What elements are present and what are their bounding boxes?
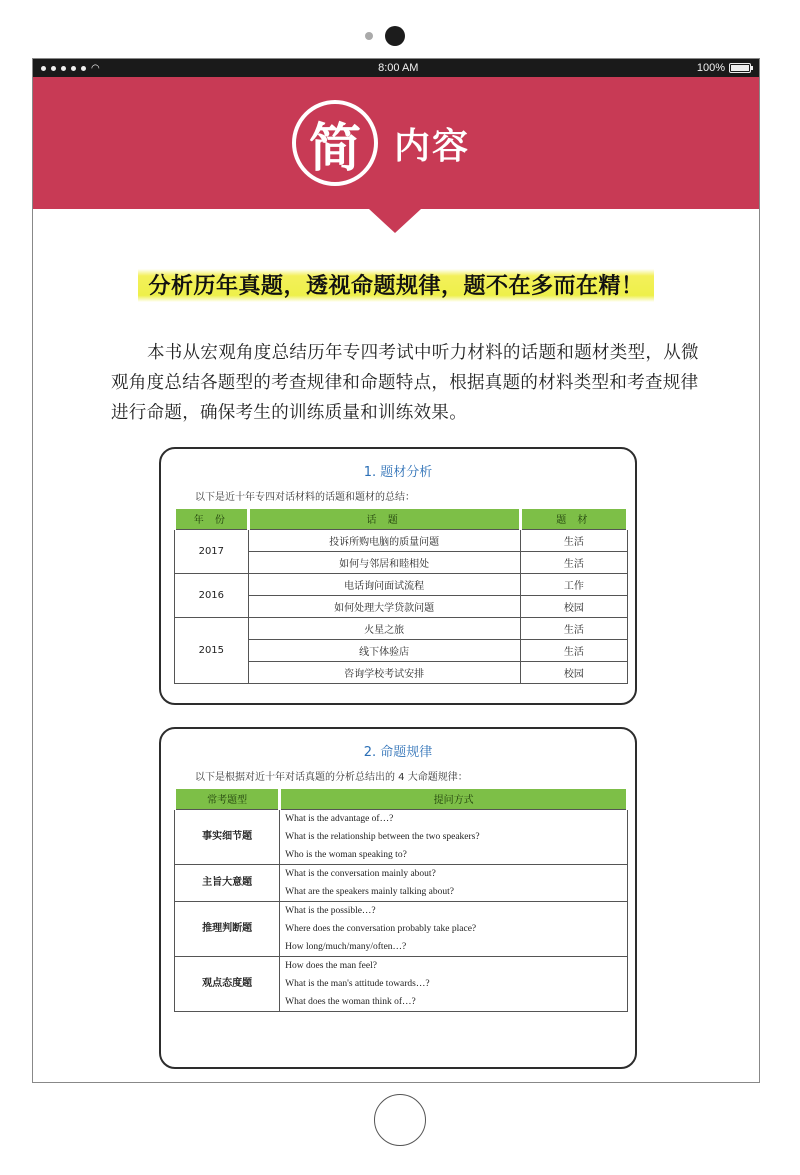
home-button[interactable] [374,1094,426,1146]
signal-dot [71,66,76,71]
card-subtitle: 以下是根据对近十年对话真题的分析总结出的 4 大命题规律： [195,772,468,783]
topic-cell: 如何处理大学贷款问题 [248,595,520,617]
tablet-screen [32,58,760,1083]
question-text: What is the advantage of…? [285,813,394,824]
question-list-cell [280,956,628,1011]
table-row [175,901,628,956]
banner-title: 内容 [393,125,470,167]
question-text: Who is the woman speaking to? [285,849,407,860]
pattern-table [173,789,629,1012]
card-title: 1. 题材分析 [363,465,433,480]
banner-pointer [369,209,421,233]
card-subtitle: 以下是近十年专四对话材料的话题和题材的总结： [195,492,415,503]
question-list-cell [280,809,628,864]
table-row [175,809,628,864]
topic-cell: 火星之旅 [248,617,520,639]
question-type-cell: 推理判断题 [175,901,280,956]
signal-dot [41,66,46,71]
table-row [175,864,628,901]
sensor-dot [365,32,373,40]
genre-cell: 校园 [520,595,627,617]
question-type-cell: 事实细节题 [175,809,280,864]
genre-cell: 工作 [520,573,627,595]
topic-table [173,509,629,684]
highlighted-headline: 分析历年真题，透视命题规律，题不在多而在精！ [138,265,653,304]
genre-cell: 生活 [520,639,627,661]
wifi-icon: ◠ [91,62,100,74]
year-cell: 2017 [175,529,249,573]
table-row [175,956,628,1011]
column-header: 年 份 [175,509,249,529]
genre-cell: 生活 [520,617,627,639]
intro-paragraph: 本书从宏观角度总结历年专四考试中听力材料的话题和题材类型，从微观角度总结各题型的考查规律和命题特点，根据真题的材料类型和考查规律进行命题，确保考生的训练质量和训练效果。 [111,343,699,423]
signal-dot [61,66,66,71]
table-row [175,529,628,551]
question-list-cell [280,901,628,956]
section-banner [33,77,759,209]
year-cell: 2015 [175,617,249,683]
question-text: What is the possible…? [285,905,376,916]
question-text: What does the woman think of…? [285,996,416,1007]
topic-cell: 如何与邻居和睦相处 [248,551,520,573]
column-header: 题 材 [520,509,627,529]
status-time: 8:00 AM [378,62,419,74]
topic-cell: 电话询问面试流程 [248,573,520,595]
question-text: What are the speakers mainly talking about? [285,886,454,897]
battery-percent: 100% [696,62,725,74]
genre-cell: 生活 [520,551,627,573]
question-pattern-card [159,727,637,1069]
question-type-cell: 主旨大意题 [175,864,280,901]
battery-fill [731,65,749,71]
battery-icon [729,63,751,73]
genre-cell: 校园 [520,661,627,683]
question-text: How does the man feel? [285,960,377,971]
question-text: What is the conversation mainly about? [285,868,436,879]
signal-dot [51,66,56,71]
badge-circle: 简 [292,100,378,186]
signal-indicator [41,63,100,74]
table-row [175,573,628,595]
table-row [175,617,628,639]
year-cell: 2016 [175,573,249,617]
question-text: What is the relationship between the two speakers? [285,831,480,842]
topic-cell: 咨询学校考试安排 [248,661,520,683]
card-title: 2. 命题规律 [363,745,433,760]
topic-cell: 线下体验店 [248,639,520,661]
question-text: What is the man's attitude towards…? [285,978,430,989]
question-text: How long/much/many/often…? [285,941,407,952]
question-list-cell [280,864,628,901]
topic-analysis-card [159,447,637,705]
genre-cell: 生活 [520,529,627,551]
question-text: Where does the conversation probably take place? [285,923,477,934]
topic-cell: 投诉所购电脑的质量问题 [248,529,520,551]
column-header: 常考题型 [175,789,280,809]
column-header: 提问方式 [280,789,628,809]
signal-dot [81,66,86,71]
question-type-cell: 观点态度题 [175,956,280,1011]
status-bar [33,59,759,77]
camera-lens [385,26,405,46]
column-header: 话 题 [248,509,520,529]
